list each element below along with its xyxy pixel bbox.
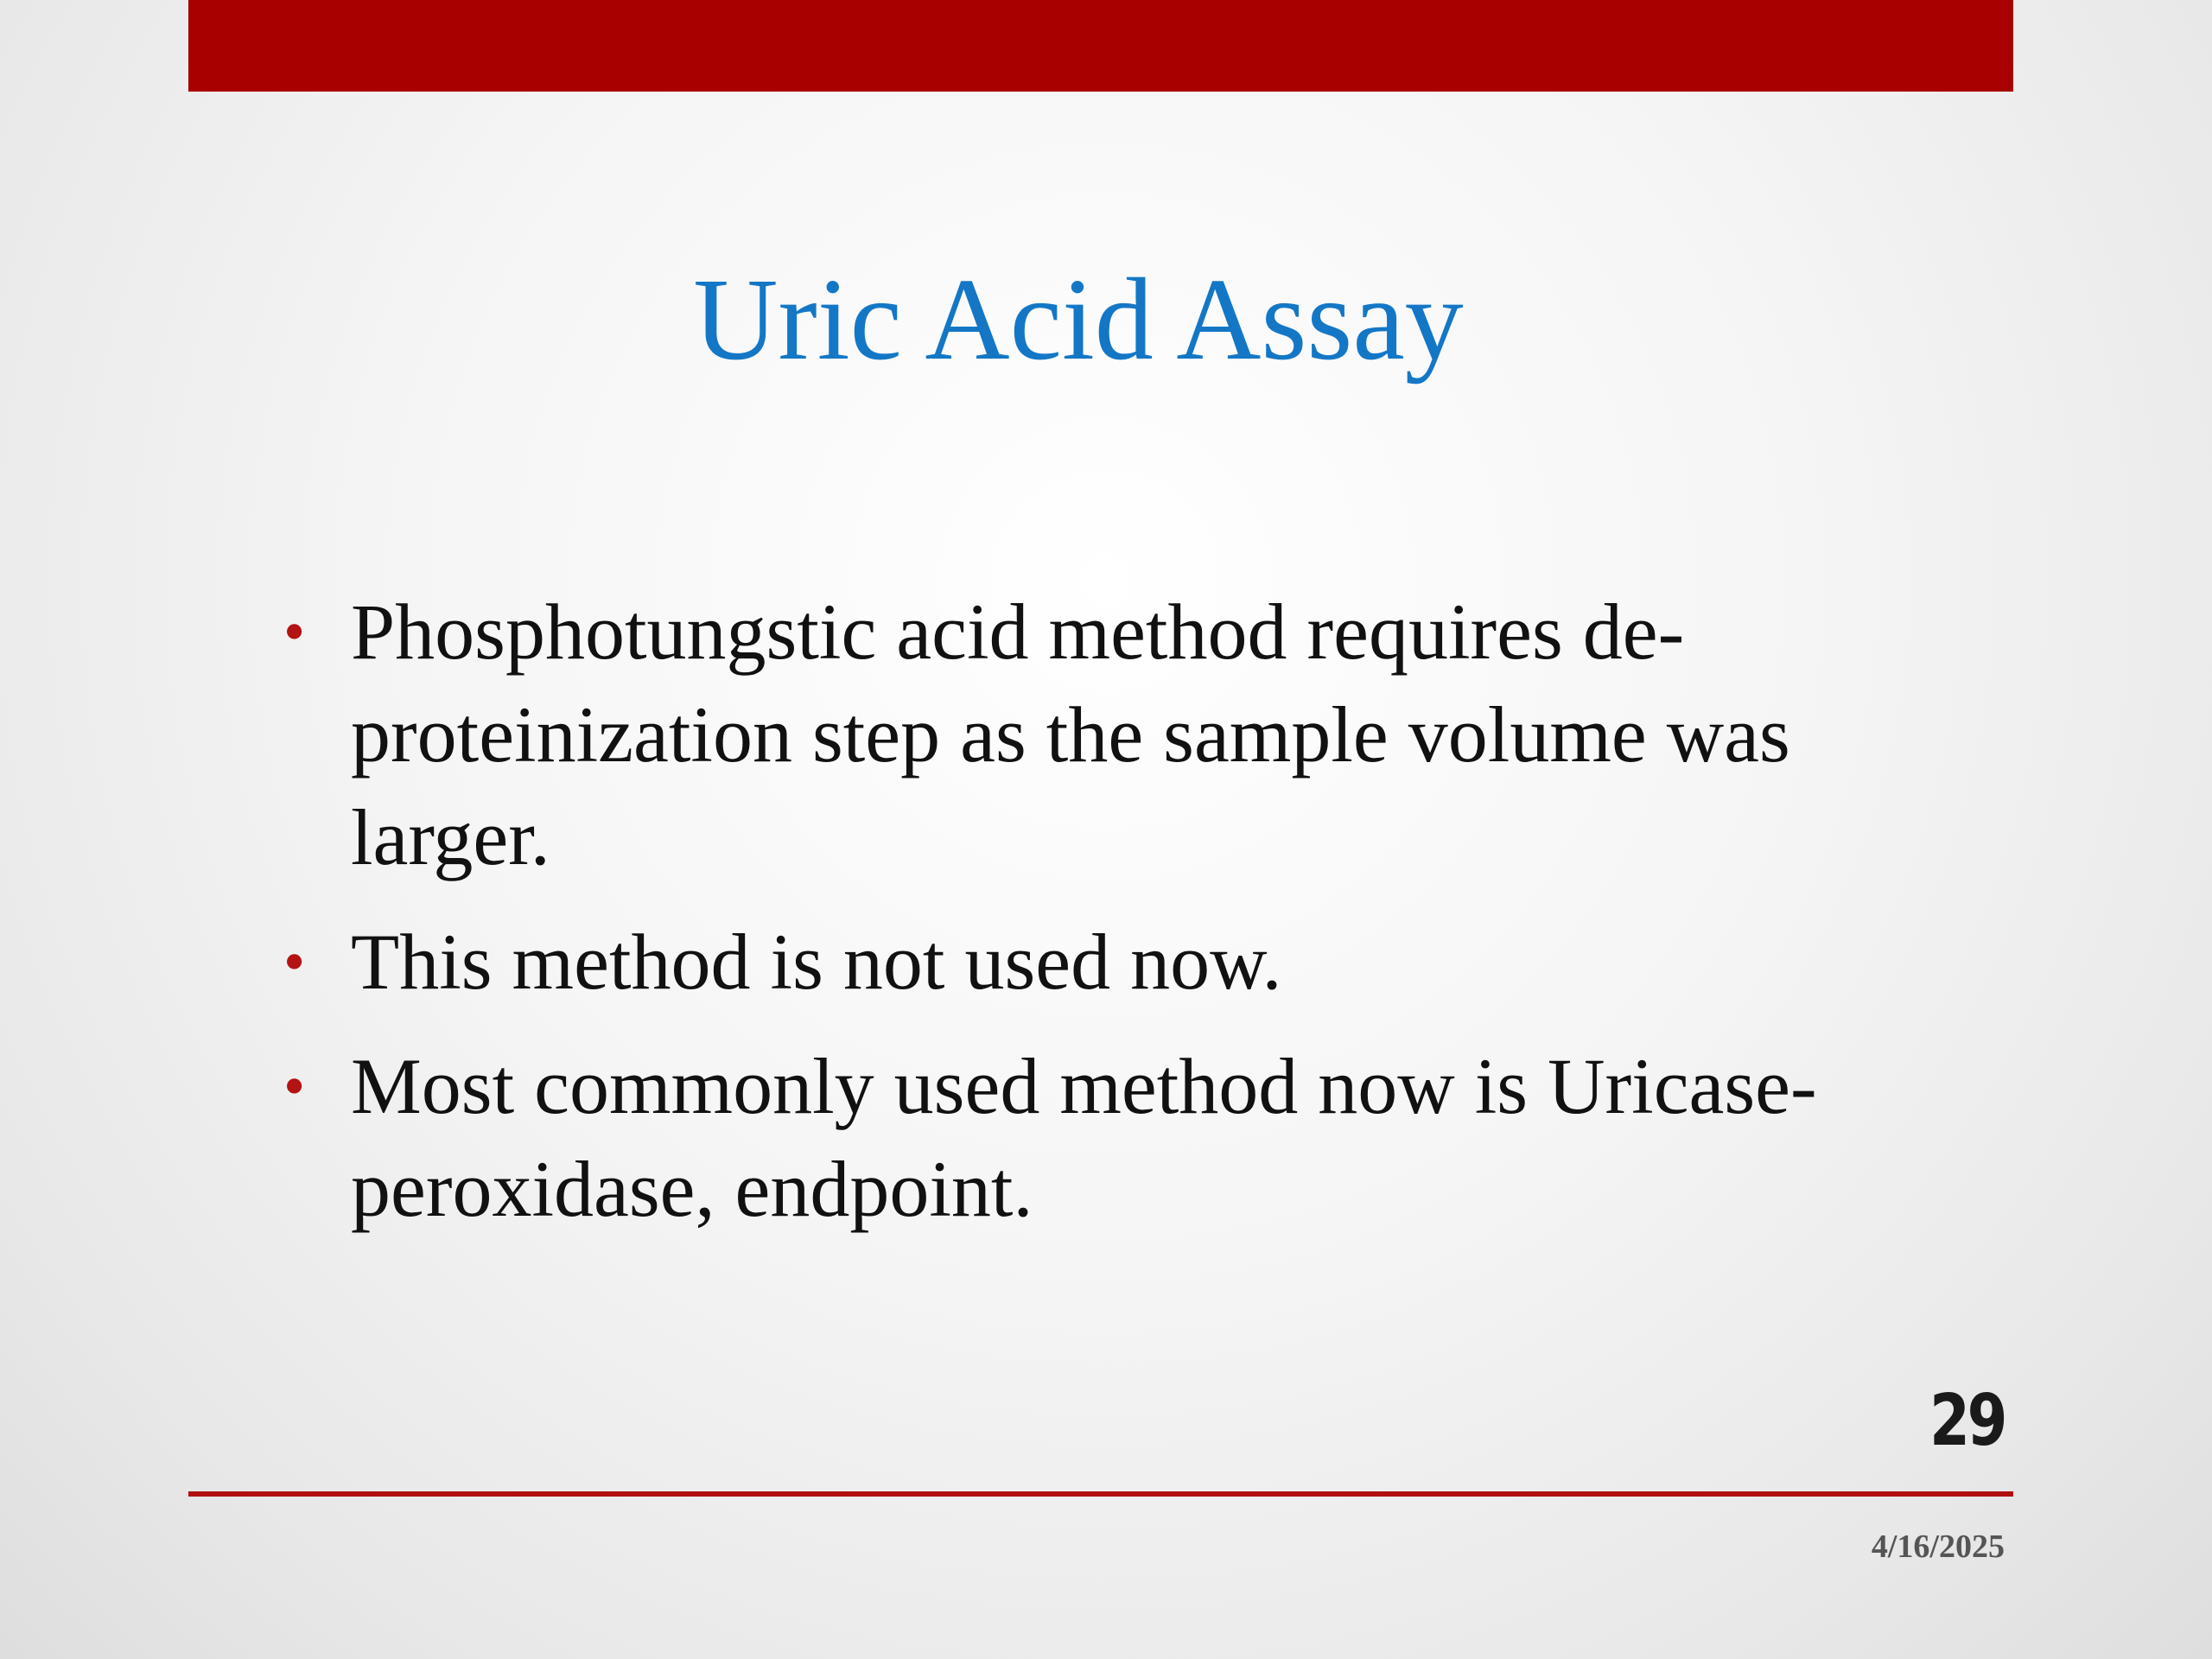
bullet-icon: • [283,927,306,996]
bullet-item [283,1035,1977,1241]
bullet-item [283,581,1977,889]
footer-divider [188,1491,2013,1497]
bullet-item [283,911,1977,1014]
slide-date: 4/16/2025 [1871,1529,2005,1565]
bullet-text: This method is not used now. [351,918,1282,1006]
bullet-list [283,581,1977,1262]
bullet-text: Phosphotungstic acid method requires de-proteinization step as the sample volume was larger. [351,588,1790,881]
slide-title: Uric Acid Assay [693,255,1464,385]
bullet-icon: • [283,597,306,666]
bullet-icon: • [283,1052,306,1121]
page-number: 29 [1929,1380,2005,1462]
top-accent-bar [188,0,2013,92]
bullet-text: Most commonly used method now is Uricase-peroxidase, endpoint. [351,1042,1817,1233]
